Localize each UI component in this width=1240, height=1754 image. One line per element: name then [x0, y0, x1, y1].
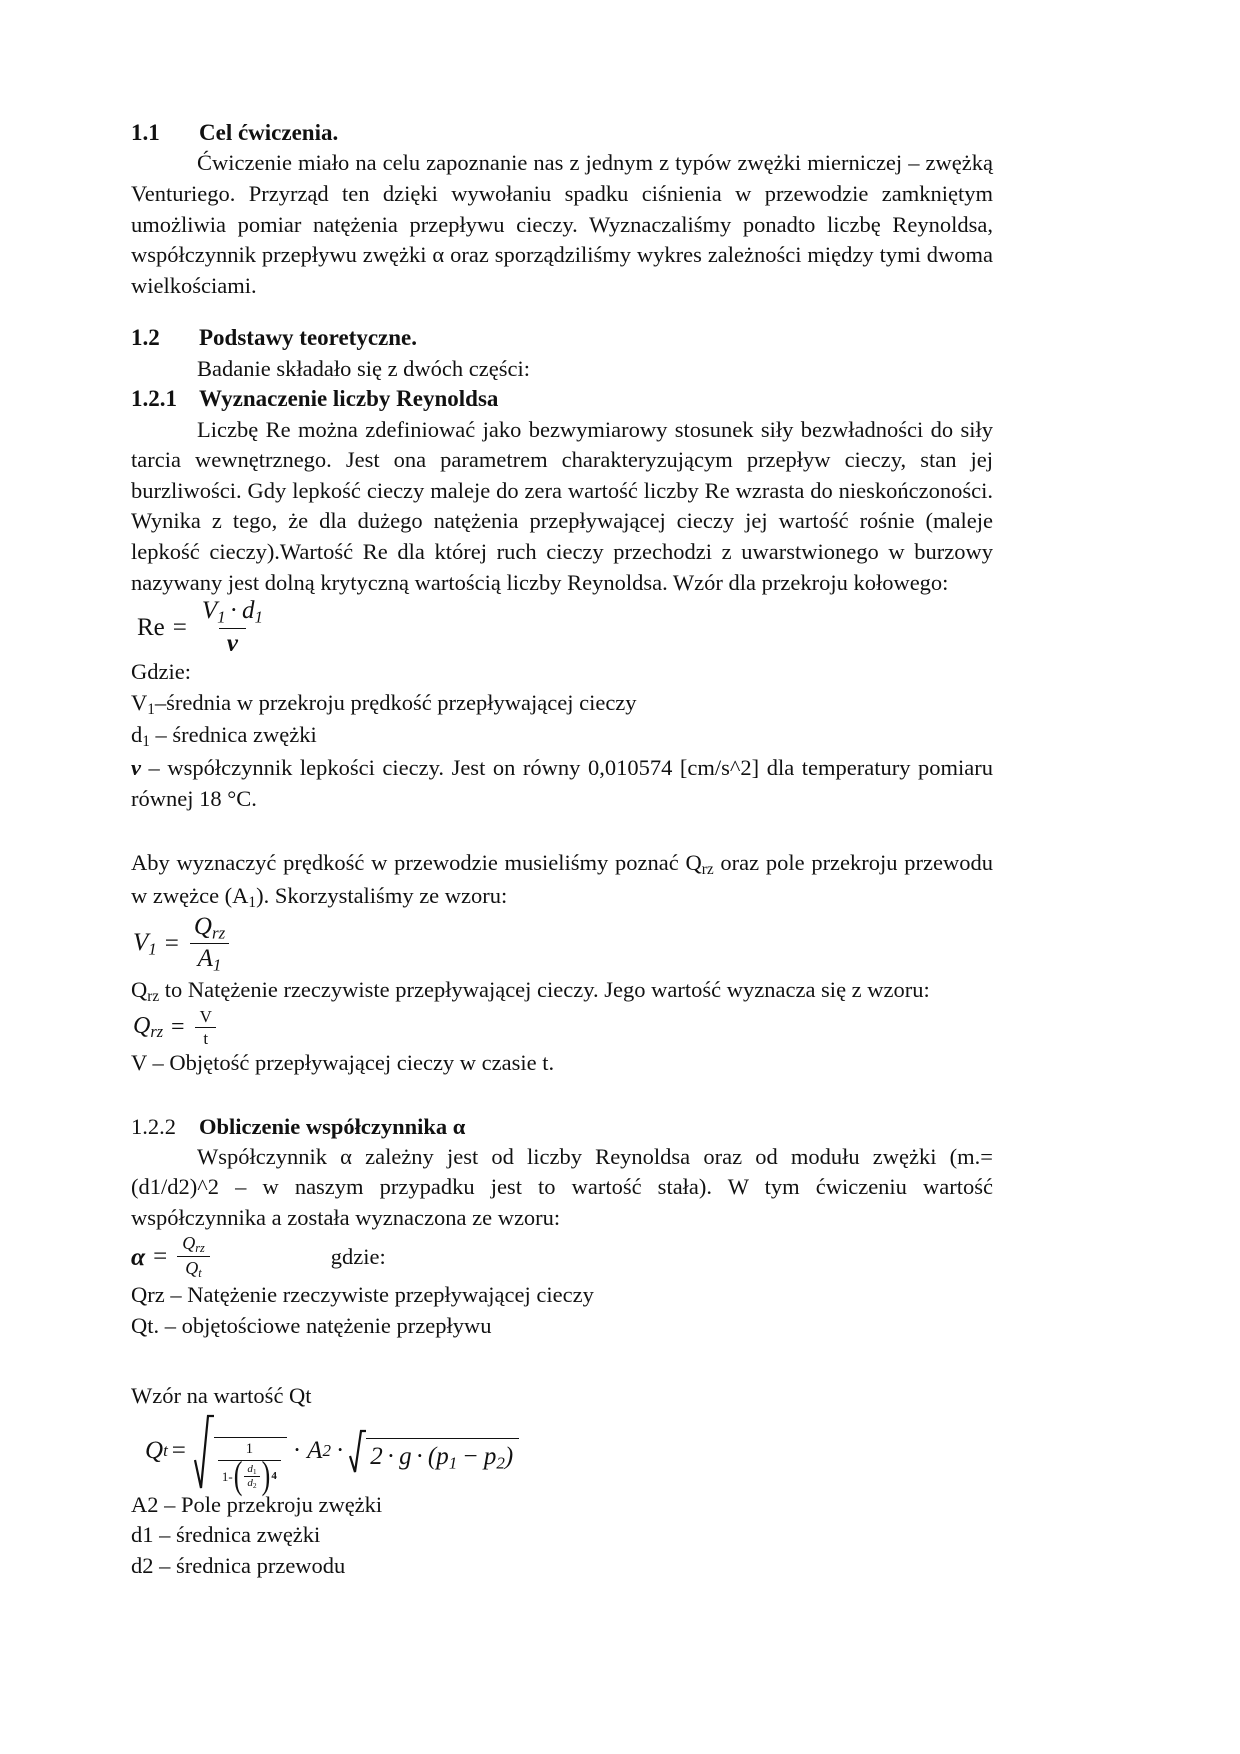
- formula-qt-tail: $2 \cdot g \cdot (p_1 - p_2)$: [370, 1443, 514, 1473]
- definition-a2: A2 – Pole przekroju zwężki: [131, 1491, 383, 1517]
- paragraph-podstawy: Badanie składało się z dwóch części:: [197, 355, 530, 381]
- page-content: [131, 118, 993, 1581]
- formula-alpha: [131, 1234, 213, 1280]
- formula-flow-real-denominator: t: [195, 1027, 216, 1048]
- exponent-four: 4: [271, 1469, 277, 1482]
- formula-alpha-lhs: α: [131, 1241, 146, 1271]
- paragraph-qrz: $Q_{rz}$ to Natężenie rzeczywiste przepływającej cieczy. Jego wartość wyznacza się z wzoru:: [131, 976, 930, 1005]
- formula-velocity-numerator: $Q_{rz}$: [193, 912, 226, 943]
- heading-title: Podstawy teoretyczne.: [199, 325, 418, 351]
- heading-number: 1.2: [131, 325, 160, 351]
- equals-sign: =: [171, 1436, 186, 1464]
- heading-title: Obliczenie współczynnika α: [199, 1114, 466, 1140]
- definition-symbol: ν: [131, 755, 149, 781]
- multiplication-dot-2: ·: [335, 1436, 345, 1464]
- definition-symbol: $V_1$: [131, 689, 155, 718]
- heading-title: Cel ćwiczenia.: [199, 120, 339, 145]
- formula-velocity: [133, 914, 993, 975]
- formula-qt-radical-left: [194, 1412, 287, 1498]
- heading-1-2-2: [131, 1112, 993, 1142]
- formula-velocity-fraction: [186, 914, 233, 975]
- formula-qt-radical-right: [349, 1428, 519, 1474]
- formula-alpha-numerator: $Q_{rz}$: [182, 1232, 205, 1255]
- d1-symbol: $d_1$: [247, 1462, 257, 1476]
- formula-reynolds-numerator: $V_1 \cdot d_1$: [201, 597, 263, 627]
- formula-qt: [145, 1412, 993, 1498]
- definition-d1-bottom: d1 – średnica zwężki: [131, 1522, 321, 1548]
- equals-sign: =: [172, 613, 187, 641]
- formula-alpha-denominator: $Q_t$: [177, 1256, 209, 1280]
- definition-d1: [131, 720, 993, 753]
- label-gdzie-inline: gdzie:: [330, 1243, 386, 1269]
- inner-denominator-lead: 1-: [221, 1468, 233, 1484]
- formula-alpha-fraction: [174, 1234, 213, 1280]
- paragraph-reynolds: Liczbę Re można zdefiniować jako bezwymiarowy stosunek siły bezwładności do siły tarcia wewnętrznego. Jest ona parametrem charakteryzującym przepływ cieczy, stan jej burzliwości. Gdy lepkość cieczy maleje do zera wartość liczby Re wzrasta do nieskończoności. Wynika z tego, że dla dużego natężenia przepływającej cieczy jej wartość rośnie (maleje lepkość cieczy).Wartość Re dla której ruch cieczy przechodzi z uwarstwionego w burzowy nazywany jest dolną krytyczną wartością liczby Reynoldsa. Wzór dla przekroju kołowego:: [131, 416, 993, 595]
- heading-1-2: [131, 323, 993, 353]
- formula-qt-area-symbol: A 2: [307, 1436, 331, 1464]
- formula-reynolds-lhs: Re: [137, 613, 165, 641]
- paragraph-alpha: Współczynnik α zależny jest od liczby Reynoldsa oraz od modułu zwężki (m.=(d1/d2)^2 – w naszym przypadku jest to wartość stała). W tym ćwiczeniu wartość współczynnika a została wyznaczona ze wzoru:: [131, 1143, 993, 1231]
- left-paren: (: [233, 1453, 243, 1498]
- label-wzor-qt: Wzór na wartość Qt: [131, 1383, 312, 1409]
- equals-sign: =: [171, 1014, 185, 1041]
- formula-velocity-denominator: $A_1$: [190, 943, 230, 974]
- heading-title: Wyznaczenie liczby Reynoldsa: [199, 386, 499, 412]
- formula-qt-radicand-right: [366, 1438, 519, 1473]
- right-paren: ): [261, 1453, 271, 1498]
- sqrt-icon: [349, 1428, 366, 1474]
- heading-1-2-1: [131, 384, 993, 414]
- formula-reynolds-denominator: ν: [219, 628, 246, 658]
- label-gdzie: Gdzie:: [131, 659, 191, 685]
- paragraph-v1-intro: Aby wyznaczyć prędkość w przewodzie musieliśmy poznać $Q_{rz}$ oraz pole przekroju przewodu w zwężce $(A_1)$. Skorzystaliśmy ze wzoru:: [131, 850, 993, 912]
- d2-symbol: $d_2$: [244, 1476, 259, 1490]
- heading-number: 1.2.1: [131, 386, 177, 412]
- formula-qt-lhs: Q t: [145, 1436, 168, 1464]
- heading-number: 1.2.2: [131, 1114, 176, 1140]
- definition-text: –średnia w przekroju prędkość przepływającej cieczy: [154, 689, 637, 715]
- formula-flow-real: [133, 1008, 993, 1048]
- definition-qrz: Qrz – Natężenie rzeczywiste przepływającej cieczy: [131, 1281, 594, 1307]
- definition-nu: [131, 753, 993, 814]
- diameter-ratio-fraction: [244, 1464, 259, 1490]
- formula-qt-inner-fraction: [218, 1440, 281, 1498]
- definition-symbol: $d_1$: [131, 722, 150, 751]
- formula-reynolds-fraction: [194, 598, 271, 657]
- paragraph-cel-cwiczenia: Ćwiczenie miało na celu zapoznanie nas z jednym z typów zwężki mierniczej – zwężką Venturiego. Przyrząd ten dzięki wywołaniu spadku ciśnienia w przewodzie zamkniętym umożliwia pomiar natężenia przepływu cieczy. Wyznaczaliśmy ponadto liczbę Reynoldsa, współczynnik przepływu zwężki α oraz sporządziliśmy wykres zależności między tymi dwoma wielkościami.: [131, 150, 993, 298]
- formula-alpha-row: [131, 1234, 993, 1280]
- definition-d2-bottom: d2 – średnica przewodu: [131, 1552, 346, 1578]
- heading-number: 1.1: [131, 120, 160, 145]
- definition-text: – współczynnik lepkości cieczy. Jest on równy 0,010574 [cm/s^2] dla temperatury pomiaru równej 18 °C.: [131, 755, 993, 811]
- multiplication-dot-1: ·: [292, 1436, 302, 1464]
- inner-denominator: [218, 1453, 281, 1498]
- inner-numerator: 1: [245, 1440, 254, 1457]
- formula-reynolds: [137, 598, 993, 657]
- heading-1-1: [131, 118, 993, 148]
- definition-text: – średnica zwężki: [155, 722, 317, 748]
- equals-sign: =: [153, 1242, 168, 1270]
- definition-volume: V – Objętość przepływającej cieczy w czasie t.: [131, 1049, 555, 1075]
- formula-velocity-lhs: $V_1$: [133, 929, 157, 959]
- formula-flow-real-numerator: V: [199, 1006, 212, 1026]
- formula-flow-real-fraction: [192, 1008, 220, 1048]
- formula-qt-radicand-left: [214, 1437, 287, 1498]
- formula-flow-real-lhs: $Q_{rz}$: [133, 1012, 164, 1042]
- sqrt-icon: [194, 1412, 214, 1490]
- definition-qt: Qt. – objętościowe natężenie przepływu: [131, 1312, 492, 1338]
- definition-v1: [131, 688, 993, 721]
- equals-sign: =: [164, 930, 179, 958]
